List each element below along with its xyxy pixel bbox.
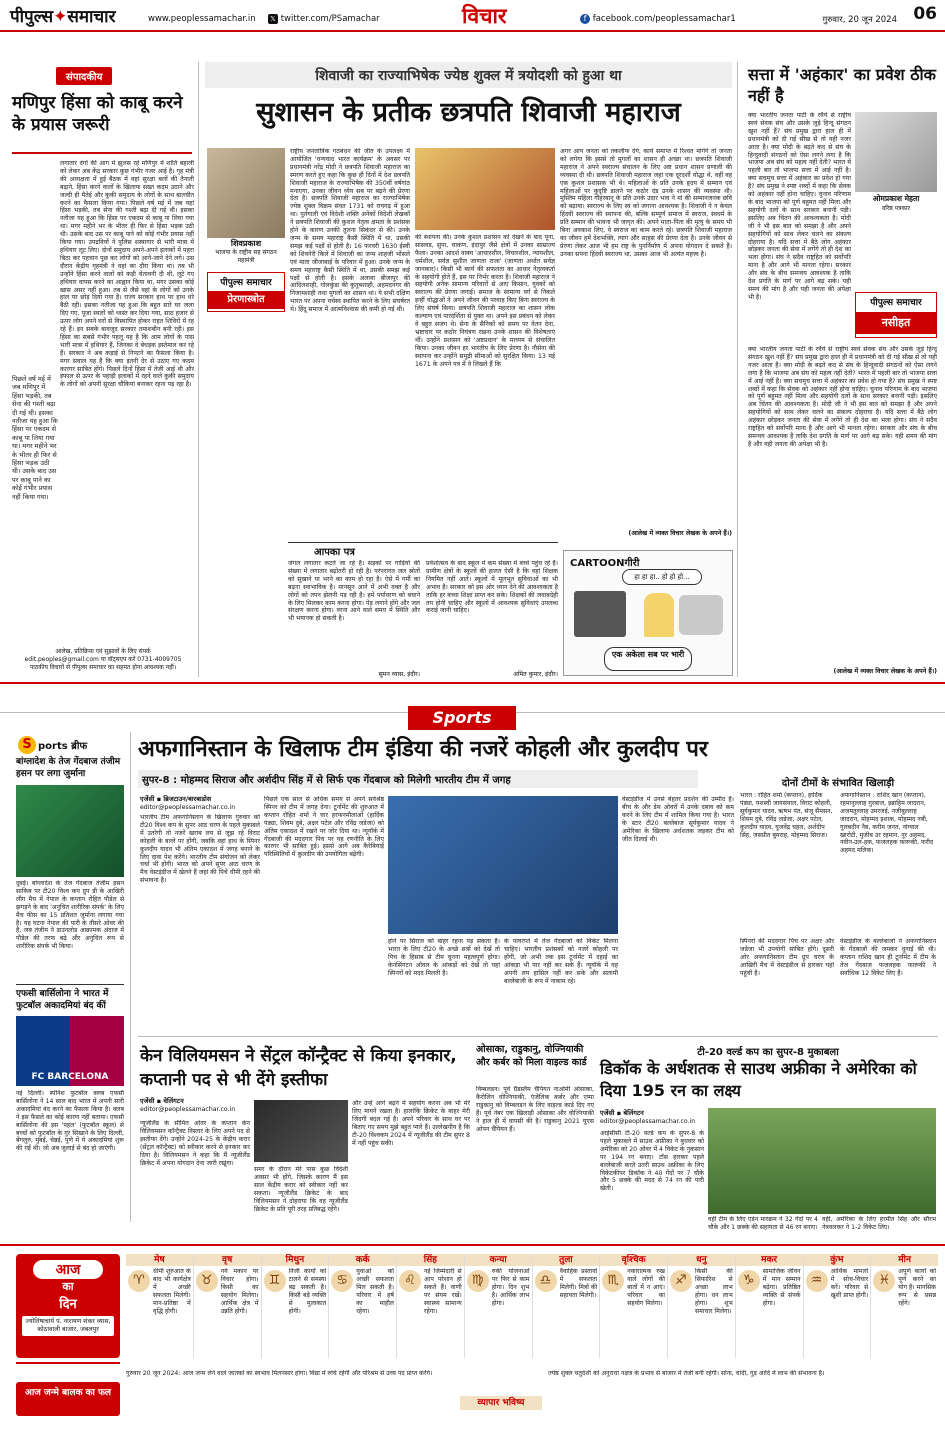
cartoon-box (563, 550, 733, 676)
sports-main-col-3: होने पर सिराज को बाहर रहना पड़ सकता है। भारत के लिए टी20 के अच्छे सत्रों को देखें तो पिच के हिसाब से टीम चुनना महत्वपूर्ण होगा। केनसिंगटन ओवल के आंकड़ों को देखें तो यहां स्पिनरों को मदद मिलती है। (388, 938, 500, 977)
letter-1: जंगल लगातार कटते जा रहे हैं। सड़कों पर गाड़ियों की संख्या में लगातार बढ़ोतरी हो रही है। परंपरागत जल स्रोतों को सुखाने या भरने का काम हो रहा है। ऐसे में गर्मी का बढ़ना स्वाभाविक है। मानसून आने में अभी वक्त है और लोगों को तपन झेलनी पड़ रही है। हमें पर्यावरण को बचाने के लिए मिलकर काम करना होगा। पेड़ लगाने होंगे और जल संरक्षण करना होगा। वरना आने वाले समय में स्थिति और भी भयानक हो सकती है। (288, 560, 420, 623)
editorial-rule (12, 152, 192, 154)
zodiac-name: सिंह (397, 1254, 464, 1266)
cartoon-speech-bubble: हा हा हा.. हो हो हो... (622, 569, 702, 585)
section-title: विचार (462, 4, 507, 28)
zodiac-strip (126, 1254, 938, 1358)
kane-col-1: न्यूजीलैंड के सीमित ओवर के कप्तान केन विलियमसन कॉन्ट्रैक्ट विस्तार के लिए अपने पद से इस्तीफा देंगे। उन्होंने 2024-25 के केंद्रीय करार (सेंट्रल कॉन्ट्रैक्ट) को स्वीकार करने से इनकार कर दिया है। विलियमसन ने कहा कि मैं न्यूजीलैंड क्रिकेट में अपना योगदान देना जारी रखूंगा। (140, 1120, 250, 1167)
masthead-logo[interactable]: पीपुल्स✦समाचार (10, 7, 116, 27)
zodiac-text: युवाओं को अच्छी सफलता मिल सकती है। परिवार में हर्ष का माहौल रहेगा। (356, 1268, 394, 1315)
zodiac-mithun (262, 1254, 330, 1358)
zodiac-text: रुकी योजनाओं पर फिर से काम होगा। दिन शुभ है। आर्थिक लाभ होगा। (491, 1268, 530, 1307)
dk-photo (708, 1108, 936, 1214)
cartoon-title: CARTOONगीरी (570, 558, 640, 569)
kohli-kuldeep-photo (388, 796, 618, 934)
leo-icon: ♌ (399, 1270, 421, 1292)
right-column-tag-logo: पीपुल्स समाचार (870, 298, 922, 308)
dk-byline: एजेंसी ▪ बेलिंगटन (600, 1109, 644, 1117)
dk-body-3: वहीं, अमेरिका के लिए हरमीत सिंह और सौरभ नेत्रवलकर ने 1-2 विकेट लिए। (822, 1216, 936, 1231)
page-number: 06 (913, 4, 937, 24)
zodiac-text: आर्थिक मामलों में सोच-विचार करें। परिवार से खुशी प्राप्त होगी। (830, 1268, 869, 1299)
sports-main-headline: अफगानिस्तान के खिलाफ टीम इंडिया की नजरें कोहली और कुलदीप पर (138, 737, 708, 762)
author-photo (207, 148, 285, 238)
aaj-ka-din-title-1: आज (33, 1260, 103, 1279)
sports-main-email[interactable]: editor@peoplessamachar.co.in (140, 804, 236, 811)
india-squad: भारत : रोहित शर्मा (कप्तान), हार्दिक पंड्या, यशस्वी जायसवाल, विराट कोहली, सूर्यकुमार यादव, ऋषभ पंत, संजू सैमसन, शिवम दुबे, रविंद्र जडेजा, अक्षर पटेल, कुलदीप यादव, युजवेंद्र चहल, अर्शदीप सिंह, जसप्रीत बुमराह, मोहम्मद सिराज। (740, 792, 833, 839)
sagittarius-icon: ♐ (670, 1270, 692, 1292)
page-header (0, 0, 945, 32)
website-link[interactable]: www.peoplessamachar.in (148, 14, 256, 24)
column-divider (198, 62, 199, 677)
zodiac-text: सामाजिक जीवन में मान सम्मान बढ़ेगा। प्रतिष्ठित व्यक्ति से संपर्क होगा। (762, 1268, 801, 1307)
column-divider (130, 732, 131, 1222)
zodiac-text: निजी कार्यों को टालने से समस्या बढ़ सकती है। किसी बड़े व्यक्ति से मुलाकात होगी। (288, 1268, 327, 1315)
author-title: भाजपा के राष्ट्रीय सह संगठन महामंत्री (215, 249, 277, 264)
issue-date: गुरुवार, 20 जून 2024 (822, 15, 897, 25)
brief-2-body: नई दिल्ली। स्पेनिश फुटबॉल क्लब एफसी बार्सिलोना ने 14 साल बाद भारत में अपनी सारी अकादमियां बंद करने का फैसला किया है। क्लब ने इस फैसले का कोई कारण नहीं बताया। एफसी बार्सिलोना की इस 'पहल' (फुटबॉल स्कूल) से बच्चों को फुटबॉल के गुर सिखाने के लिए दिल्ली, बेंगलुरु, मुंबई, चेन्नई, पुणे में ये अकादमियां शुरू की गईं थी। जो अब जुलाई से बंद हो जाएंगी। (16, 1090, 124, 1153)
taurus-icon: ♉ (196, 1270, 218, 1292)
zodiac-name: वृश्चिक (600, 1254, 667, 1266)
aquarius-icon: ♒ (806, 1270, 828, 1292)
kane-headline: केन विलियमसन ने सेंट्रल कॉन्ट्रैक्ट से किया इनकार, कप्तानी पद से भी देंगे इस्तीफा (140, 1046, 457, 1090)
article-kicker: शिवाजी का राज्याभिषेक ज्येष्ठ शुक्ल में त्रयोदशी को हुआ था (315, 68, 622, 84)
letters-title: आपका पत्र (310, 544, 359, 558)
tanzim-photo (16, 785, 124, 877)
right-author-name: ओमप्रकाश मेहता (872, 194, 920, 203)
brief-2-headline: एफसी बार्सिलोना ने भारत में फुटबॉल अकादमियां बंद कीं (16, 989, 109, 1011)
zodiac-text: धीमी शुरुआत के बाद भी कार्यक्षेत्र में अच्छी सफलता मिलेगी। मान-प्रतिष्ठा में वृद्धि होगी। (153, 1268, 191, 1315)
scorpio-icon: ♏ (602, 1270, 624, 1292)
horoscope-rule (0, 1244, 945, 1246)
editorial-headline: मणिपुर हिंसा को काबू करने के प्रयास जरूरी (12, 93, 183, 135)
zodiac-text: नये मकान पर विचार होगा। किसी का सहयोग मिलेगा। आर्थिक क्षेत्र में उन्नति होगी। (220, 1268, 259, 1315)
article-col-1: राष्ट्रीय जनतांत्रिक गठबंधन की जीत के उपलक्ष्य में आयोजित 'धन्यवाद भारत कार्यक्रम' के अवसर पर प्रधानमंत्री नरेंद्र मोदी ने छत्रपति शिवाजी महाराज का स्मरण करते हुए कहा कि कुछ ही दिनों में देश छत्रपति शिवाजी महाराज के राज्याभिषेक की 350वीं वर्षगांठ मनाएगा, उनका जीवन ध्येय सब पर बढ़ने की प्रेरणा देता है। छत्रपति शिवाजी महाराज का राज्याभिषेक ज्येष्ठ शुक्ल विक्रम संवत 1731 को रायगढ़ में हुआ था। पुर्तगाली एवं विदेशी शक्ति अनेकों विदेशी लेखकों ने छत्रपति शिवाजी की कुशल नेतृत्व क्षमता के प्रशंसक होने के कारण उनकी तुलना सिकंदर से की। उनके जन्म के समय महाराष्ट्र कैसी स्थिति में था, उसकी समझ कई पक्षों से होती है। 16 फरवरी 1630 ईस्वी को शिवनेरी किले में शिवाजी का जन्म शाहजी भोंसले एवं माता जीजाबाई के परिवार में हुआ। उनके जन्म के समय महाराष्ट्र कैसी स्थिति में था, उसकी समझ कई पक्षों से होती है। इसके अलावा बीजापुर की आदिलशाही, गोलकुंडा की कुतुबशाही, अहमदनगर की निजामशाही तथा मुगलों का शासन था। ये सभी दक्षिण भारत पर अपना वर्चस्व स्थापित करने के लिए संघर्षरत थे। हिंदू समाज में आत्मविश्वास की कमी हो गई थी। (290, 148, 410, 314)
cartoon-sofa (679, 595, 723, 635)
pisces-icon: ♓ (873, 1270, 895, 1292)
child-rule (16, 1362, 120, 1364)
right-author-title: वरिष्ठ पत्रकार (881, 205, 911, 212)
kane-col-3: और उन्हें आगे बढ़ने में सहयोग करना अब भी मेरे लिए मायने रखता है। हालांकि क्रिकेट के बाहर मेरी जिंदगी बदल गई है। अपने परिवार के साथ घर पर बिताए गए समय मुझे बहुत प्यारे हैं। उल्लेखनीय है कि टी-20 विश्वकप 2024 में न्यूजीलैंड की टीम सुपर 8 में नहीं पहुंच सकी। (352, 1100, 470, 1147)
article-col-2: की स्थापना की। उनके कुशल प्रशासन को देखने के बाद पूना, सासवड, सुपा, चाकण, इंदापुर जैसे क्षेत्रों में उनका साम्राज्य फैला। उनका आदर्श वाक्य 'आचारशील, विचारशील, न्यायशील, धर्मशील, सर्वज्ञ सुशील जाणता राजा' (जाणता अर्थात सर्वज्ञ जानकार)। किसी भी कार्य की सफलता का आधार नेतृत्वकर्ता के सहयोगी होते हैं, इस पर निर्भर करता है। शिवाजी महाराज ने सहयोगी अनेक सामान्य परिवारों से आए किसान, युवकों को स्वराज्य की प्रेरणा जगाई। समाज के सामान्य वर्ग से निकले इन्हीं योद्धाओं ने अपने जीवन की परवाह किए बिना स्वराज्य के लिए संघर्ष किया। छत्रपति शिवाजी महाराज का शासन लोक कल्याण एवं पारदर्शिता से युक्त था। अपने इस प्रबंधन को लेकर वे बहुत सजग थे। सेना के सैनिकों को समय पर वेतन देना, भ्रष्टाचार पर कठोर नियंत्रण रखना उनके शासन की विशेषताएं थीं। उन्होंने प्रशासन को 'अष्टप्रधान' के माध्यम से संचालित किया। उनका जीवन हर भारतीय के लिए प्रेरणा है। नौसेना की स्थापना कर उन्होंने समुद्री सीमाओं को सुरक्षित किया। 13 मई 1671 के अपने पत्र में वे लिखते हैं कि (415, 234, 555, 368)
editorial-tag: संपादकीय (56, 67, 112, 85)
cartoon-figure (644, 593, 674, 637)
virgo-icon: ♍ (467, 1270, 489, 1292)
kane-col-2: समर के दौरान मेरे पास कुछ विदेशी अवसर भी होंगे, जिसके कारण मैं इस साल केंद्रीय करार को स्वीकार नहीं कर सकता। न्यूजीलैंड क्रिकेट के बाद विलियमसन ने दोहराया कि वह न्यूजीलैंड क्रिकेट के प्रति पूरी तरह प्रतिबद्ध रहेंगे। (254, 1166, 348, 1213)
kane-byline: एजेंसी ▪ वेलिंगटन (140, 1097, 184, 1105)
sports-rule (0, 682, 945, 684)
zodiac-text: नई जिम्मेदारी से आप परेशान हो सकते हैं। वाणी पर संयम रखें। स्वास्थ्य सामान्य रहेगा। (424, 1268, 462, 1315)
dk-body-2: वहीं टीम के लिए एडेन मारक्रम ने 32 गेंदों पर 4 चौके और 1 छक्के की सहायता से 46 रन बनाए। (708, 1216, 818, 1231)
sports-banner: Sports (408, 706, 516, 730)
sports-main-sub: सुपर-8 : मोहम्मद सिराज और अर्शदीप सिंह में से सिर्फ एक गेंदबाज को मिलेगी भारतीय टीम में जगह (142, 775, 511, 786)
twitter-icon: 𝕏 (268, 14, 278, 24)
cartoon-caption: एक अकेला सब पर भारी (604, 647, 692, 671)
fcb-label: FC BARCELONA (31, 1072, 109, 1082)
editorial-side-quote: पिछले वर्ष मई में जब मणिपुर में हिंसा भड़की, तब सेना की गश्ती बढ़ा दी गई थी। इसका नतीजा यह हुआ कि हिंसा पर एकदम से काबू पा लिया गया था। मगर महीने भर के भीतर ही फिर से हिंसा भड़क उठी थी। उसके बाद उस पर काबू पाने का कोई गंभीर प्रयास नहीं किया गया। (12, 375, 58, 501)
right-column-tag-box (855, 292, 937, 338)
facebook-icon: f (580, 14, 590, 24)
osaka-headline: ओसाका, राडुकानु, वोज्नियाकी और कर्बर को मिला वाइल्ड कार्ड (476, 1044, 587, 1068)
zodiac-name: कन्या (465, 1254, 532, 1266)
zodiac-kanya (465, 1254, 533, 1358)
zodiac-makar (736, 1254, 804, 1358)
right-body-narrow: क्या भारतीय जनता पार्टी के रवैये से राष्ट्रीय स्वयं सेवक संघ और उसके जुड़े हिन्दू संगठन खुश नहीं हैं? संघ प्रमुख द्वारा हाल ही में प्रधानमंत्री को दी गई सीख से तो यही नजर आता है। क्या मोदी के बढ़ते कद से संघ के हिन्दुवादी संगठनों को ऐसा लगने लगा है कि भाजपा अब संघ को महत्व नहीं देती? भारत में पहली बार तो भाजपा सत्ता में आई नहीं है। क्या सचमुच सत्ता में अहंकार का प्रवेश हो गया है? संघ प्रमुख ने स्पष्ट शब्दों में कहा कि सेवक को अहंकार नहीं होना चाहिए। चुनाव परिणाम के बाद भाजपा को पूर्ण बहुमत नहीं मिला और सहयोगी दलों के साथ सरकार बनानी पड़ी। इसलिए अब चिंतन की आवश्यकता है। मोदी जी ने भी इस बात को समझा है और अपने सहयोगियों को साथ लेकर चलने का संकल्प दोहराया है। यदि सत्ता में बैठे लोग अहंकार छोड़कर जनता की सेवा में लगेंगे तो ही देश का भला होगा। संघ ने सदैव राष्ट्रहित को सर्वोपरि माना है और आगे भी मानता रहेगा। सरकार और संघ के बीच समन्वय आवश्यक है ताकि देश प्रगति के मार्ग पर आगे बढ़ सके। यही समय की मांग है और यही जनता की अपेक्षा भी है। (748, 112, 851, 301)
sports-rule (138, 1036, 938, 1037)
column-tag-logo: पीपुल्स समाचार (220, 278, 272, 288)
zodiac-name: मकर (736, 1254, 803, 1266)
kane-email[interactable]: editor@peoplessamachar.co.in (140, 1106, 236, 1113)
zodiac-kark (329, 1254, 397, 1358)
sports-main-col-6: स्पिनरों की मददगार पिच पर अक्षर और जडेजा भी उपयोगी साबित होंगे। दूसरी ओर अफगानिस्तान टीम ग्रुप चरण के आखिरी मैच में वेस्टइंडीज से हारकर यहां पहुंची है। (740, 938, 834, 977)
column-tag-box (207, 272, 285, 312)
zodiac-name: कर्क (329, 1254, 396, 1266)
editorial-footer (12, 648, 194, 672)
shivaji-portrait (415, 148, 555, 230)
zodiac-kumbh (804, 1254, 872, 1358)
right-body-wide: क्या भारतीय जनता पार्टी के रवैये से राष्ट्रीय स्वयं सेवक संघ और उसके जुड़े हिन्दू संगठन खुश नहीं हैं? संघ प्रमुख द्वारा हाल ही में प्रधानमंत्री को दी गई सीख से तो यही नजर आता है। क्या मोदी के बढ़ते कद से संघ के हिन्दुवादी संगठनों को ऐसा लगने लगा है कि भाजपा अब संघ को महत्व नहीं देती? भारत में पहली बार तो भाजपा सत्ता में आई नहीं है। क्या सचमुच सत्ता में अहंकार का प्रवेश हो गया है? संघ प्रमुख ने स्पष्ट शब्दों में कहा कि सेवक को अहंकार नहीं होना चाहिए। चुनाव परिणाम के बाद भाजपा को पूर्ण बहुमत नहीं मिला और सहयोगी दलों के साथ सरकार बनानी पड़ी। इसलिए अब चिंतन की आवश्यकता है। मोदी जी ने भी इस बात को समझा है और अपने सहयोगियों को साथ लेकर चलने का संकल्प दोहराया है। यदि सत्ता में बैठे लोग अहंकार छोड़कर जनता की सेवा में लगेंगे तो ही देश का भला होगा। संघ ने सदैव राष्ट्रहित को सर्वोपरि माना है और आगे भी मानता रहेगा। सरकार और संघ के बीच समन्वय आवश्यक है ताकि देश प्रगति के मार्ग पर आगे बढ़ सके। यही समय की मांग है और यही जनता की अपेक्षा भी है। (748, 346, 937, 448)
squads-title: दोनों टीमों के संभावित खिलाड़ी (781, 778, 895, 789)
letter-2-author: अमित कुमार, इंदौर। (513, 671, 558, 678)
column-divider (737, 62, 738, 677)
zodiac-text: नकारात्मक रुख वाले लोगों की बातों में न आएं। परिवार का सहयोग मिलेगा। (627, 1268, 665, 1307)
article-footnote: (आलेख में व्यक्त विचार लेखक के अपने हैं।) (628, 530, 732, 537)
child-tag: आज जन्मे बालक का फल (16, 1382, 120, 1416)
editorial-body: लगातार दंगों की आग में झुलस रहे मणिपुर में शांति बहाली को लेकर अब केंद्र सरकार कुछ गंभीर नजर आई है। गृह मंत्री की अध्यक्षता में हुई बैठक में वहां सुरक्षा बलों की तैनाती बढ़ाने, हिंसा करने वालों के खिलाफ सख्त कदम उठाने और जल्दी ही मैतेई और कुकी समुदाय के लोगों के साथ बातचीत करने का फैसला किया गया। पिछले वर्ष मई में जब वहां हिंसा भड़की, तब सेना की गश्ती बढ़ा दी गई थी। इसका नतीजा यह हुआ कि हिंसा पर एकदम से काबू पा लिया गया था। मगर महीने भर के भीतर ही फिर से हिंसा भड़क उठी थी। उसके बाद उस पर काबू पाने को कोई गंभीर प्रयास नहीं किया गया। उपद्रवियों ने पुलिस शस्त्रागार से भारी मात्रा में हथियार लूट लिए। दोनों समुदाय अपने-अपने इलाकों में पहरा बिठा कर पहचान पूछ कर लोगों को आने-जाने देने लगे। उस दौरान केंद्रीय गृहमंत्री ने वहां का दौरा किया था। तब भी उन्होंने हिंसा करने वालों को कड़ी चेतावनी दी थी, लूटे गए हथियार वापस करने का आह्वान किया था, मगर उसका कोई खास असर नहीं हुआ। तब से जैसे वहां के लोगों को उनके हाल पर छोड़ दिया गया है। राज्य सरकार हाथ पर हाथ धरे बैठी रही। इसका नतीजा यह हुआ कि बहुत सारे घर जला दिए गए, पूजा स्थलों को ध्वस्त कर दिया गया, साठ हजार से ऊपर लोग अपने घरों से विस्थापित होकर राहत शिविरों में रह रहे हैं। इन सबके बावजूद सरकार तमाशबीन बनी रही। इस हिंसा का सबसे गंभीर पहलू यह है कि आम लोगों के पास भारी मात्रा में हथियार हैं, जिनका वे बेधड़क इस्तेमाल कर रहे हैं। सरकार ने अब कड़ाई से निपटने का फैसला किया है। मगर सवाल यह है कि क्या इतनी देर से उठाए गए कदम कारगर साबित होंगे। पिछले दिनों हिंसा में तेजी आई थी और इंफाल से ऊपर के पहाड़ी इलाकों में रहने वाले कुकी समुदाय के लोगों को अपनी सुरक्षा चौकियां बनाकर रहना पड़ रहा है। (60, 160, 194, 389)
zodiac-name: मिथुन (262, 1254, 329, 1266)
letter-2: प्रवेशोत्सव के बाद स्कूल में कम संख्या में बच्चे पहुंच रहे हैं। ग्रामीण क्षेत्रों के स्कूलों की हालत ऐसी है कि वहां शिक्षक नियमित नहीं आते। स्कूलों में मूलभूत सुविधाओं का भी अभाव है। सरकार को इस ओर ध्यान देने की आवश्यकता है ताकि हर बच्चा शिक्षा प्राप्त कर सके। शिक्षकों की जवाबदेही तय होनी चाहिए और स्कूलों में आवश्यक सुविधाएं उपलब्ध कराई जानी चाहिए। (426, 560, 558, 615)
footer-line: आलेख, प्रतिक्रिया एवं सुझावों के लिए संपर्क (55, 648, 151, 655)
facebook-link[interactable]: f facebook.com/peoplessamachar1 (580, 14, 736, 24)
dk-email[interactable]: editor@peoplessamachar.co.in (600, 1118, 696, 1125)
aaj-ka-din-title-3: दिन (59, 1297, 77, 1312)
zodiac-mesh (126, 1254, 194, 1358)
zodiac-name: मेष (126, 1254, 193, 1266)
sports-main-col-2: पिछले एक साल से अधिक समय से अपने सर्वश्रेष्ठ स्पिनर को टीम में जगह देना। टूर्नामेंट की शुरुआत में कप्तान रोहित शर्मा ने चार हरफनमौलाओं (हार्दिक पंड्या, शिवम दुबे, अक्षर पटेल और रविंद्र जडेजा) को अंतिम एकादश में रखने पर जोर दिया था। न्यूयॉर्क में गेंदबाजी की मददगार पिच पर यह रणनीति के लिए कारगर भी साबित हुई। इससे आगे अब कैरेबियाई परिस्थितियों में कुलदीप की उपयोगिता बढ़ेगी। (264, 796, 384, 859)
zodiac-text: अपूर्ण कार्यों को पूर्ण करने का योग है। मानसिक रूप से प्रसन्न रहेंगे। (898, 1268, 936, 1307)
zodiac-tula (533, 1254, 601, 1358)
astrologer-credit: ज्योतिषाचार्य पं. नारायण शंकर व्यास, कोठावाली बाजार, जबलपुर (22, 1316, 114, 1336)
zodiac-vrishchik (600, 1254, 668, 1358)
capricorn-icon: ♑ (738, 1270, 760, 1292)
zodiac-meen (871, 1254, 938, 1358)
right-column-tag: नसीहत (856, 312, 936, 334)
cartoon-tv (574, 591, 626, 637)
gemini-icon: ♊ (264, 1270, 286, 1292)
cancer-icon: ♋ (331, 1270, 353, 1292)
brief-1-headline: बांग्लादेश के तेज गेंदबाज तंजीम हसन पर लगा जुर्माना (16, 757, 121, 779)
zodiac-text: वैवाहिक प्रस्तावों में सफलता मिलेगी। मित्रों की सहायता मिलेगी। (559, 1268, 598, 1299)
aaj-ka-din-title-2: का (62, 1280, 74, 1293)
fcb-image (16, 1016, 124, 1086)
letter-1-author: सुमन व्यास, इंदौर। (378, 671, 420, 678)
twitter-link[interactable]: 𝕏 twitter.com/PSamachar (268, 14, 380, 24)
trade-tag: व्यापार भविष्य (460, 1396, 542, 1410)
brief-rule (16, 984, 124, 985)
zodiac-name: वृष (194, 1254, 261, 1266)
osaka-body: विम्बलडन। पूर्व ग्रैंडस्लैम चैंपियन नाओमी ओसाका, कैरोलिन वोज्नियाकी, एंजेलिक कर्बर और एम्मा राडुकानु को विम्बलडन के लिए वाइल्ड कार्ड दिए गए हैं। पूर्व नंबर एक खिलाड़ी ओसाका और वोज्नियाकी ने हाल ही में वापसी की है। राडुकानु 2021 यूएस ओपन चैंपियन हैं। (476, 1086, 594, 1133)
t20-kicker: टी-20 वर्ल्ड कप का सुपर-8 मुकाबला (697, 1047, 839, 1058)
footer-contact[interactable]: edit.peoples@gmail.com या वॉट्सएप करें 0731-4009705 (24, 656, 182, 663)
sports-main-byline: एजेंसी ▪ ब्रिजटाउन/बारबाडोस (140, 795, 212, 803)
right-footnote: (आलेख में व्यक्त विचार लेखक के अपने हैं।) (833, 668, 937, 675)
right-author-photo (855, 112, 937, 192)
sports-brief-tag: ports ब्रीफ (38, 741, 88, 752)
trade-body: ज्येष्ठ शुक्ल चतुर्दशी को अनुराधा नक्षत्र के प्रभाव से बाजार में तेजी बनी रहेगी। सोना, चांदी, गुड़ आदि में लाभ की संभावना है। (548, 1370, 825, 1377)
article-col-3: अगर आप जनता को तकलीफ देंगे, कार्य समाप्त में रिश्वत मांगेंगे तो जनता को लगेगा कि इससे तो मुगलों का शासन ही अच्छा था। छत्रपति शिवाजी महाराज ने अपने स्वराज्य संचालन के लिए अष्ट प्रधान शासन प्रणाली की व्यवस्था दी थी। छत्रपति शिवाजी महाराज जहां एक दूरदर्शी योद्धा थे, वहीं वह एक कुशल प्रशासक भी थे। महिलाओं के प्रति उनके हृदय में सम्मान एवं महिलाओं पर कुदृष्टि डालने पर कठोर दंड उनके शासन की व्यवस्था थी। मुस्लिम महिला गौहरबानू के प्रति उनके उदार भाव ने मां की सम्मानजनक छवि को बढ़ाया। स्वराज्य के लिए स्व को जगाना आवश्यक है। शिवाजी ने न केवल हिंदवी स्वराज्य की स्थापना की, बल्कि सम्पूर्ण समाज में स्वराज, स्वधर्म के प्रति सम्मान की भावना भी जागृत की। अपने माता-पिता की मृत्यु के समय भी बिना अवकाश लिए, वे स्वराज का काम करते रहे। छत्रपति शिवाजी महाराज का जीवन हमें देशभक्ति, त्याग और साहस की प्रेरणा देता है। उनके जीवन से प्रेरणा लेकर आज भी हम राष्ट्र के पुनर्निर्माण में अपना योगदान दे सकते हैं। उनका सपना हिंदवी स्वराज्य था, उसका आज भी अत्यंत महत्त्व है। (560, 148, 732, 258)
footer-disclaimer: पाठकीय विचारों से पीपुल्स समाचार का सहमत होना आवश्यक नहीं। (29, 664, 177, 671)
aries-icon: ♈ (128, 1270, 150, 1292)
right-headline: सत्ता में 'अहंकार' का प्रवेश ठीक नहीं है (748, 65, 936, 105)
aaj-ka-din-box (16, 1254, 120, 1358)
dk-headline: डिकॉक के अर्धशतक से साउथ अफ्रीका ने अमेरिका को दिया 195 रन का लक्ष्य (600, 1059, 917, 1100)
sports-main-col-1: भारतीय टीम अफगानिस्तान के खिलाफ गुरुवार को टी20 विश्व कप के सुपर आठ चरण के पहले मुकाबले में उतरेगी तो नजरें खराब लय से जूझ रहे विराट कोहली के बल्ले पर होंगी, जबकि वहां हाथ के स्पिनर कुलदीप यादव भी अंतिम एकादश में जगह बनाने के लिए दावा पेश करेंगे। भारतीय टीम संयोजन को लेकर चर्चा भी होगी। भारत को अपने सुपर आठ चरण के मैच वेस्टइंडीज में खेलने हैं जहां की पिचें धीमी रहने की संभावना है। (140, 814, 260, 885)
child-body: गुरुवार 20 जून 2024: आज जन्म लेने वाले जातकों का स्वभाव मिलनसार होगा। विद्या में रुचि रहेगी और परिश्रम से उच्च पद प्राप्त करेंगे। (126, 1370, 433, 1377)
column-tag: प्रेरणास्त्रोत (208, 291, 284, 309)
article-headline: सुशासन के प्रतीक छत्रपति शिवाजी महाराज (256, 97, 681, 128)
libra-icon: ♎ (535, 1270, 557, 1292)
kane-photo (254, 1100, 348, 1162)
zodiac-name: तुला (533, 1254, 600, 1266)
zodiac-singh (397, 1254, 465, 1358)
sports-brief-s-icon: S (18, 736, 36, 754)
zodiac-vrish (194, 1254, 262, 1358)
sports-main-col-4: के पावरप्ले में तेज गेंदबाजों को विकेट मिलना चाहिए। भारतीय प्रशंसकों को नजरें कोहली पर होंगी, जो अभी तक इस टूर्नामेंट में दहाई का आंकड़ा भी पार नहीं कर सके हैं। न्यूयॉर्क में वह अपनी लय हासिल नहीं कर सके और सलामी बल्लेबाजी के रूप में नाकाम रहे। (504, 938, 618, 985)
sports-main-col-7: वेस्टइंडीज के बल्लेबाजों ने अफगानिस्तान के गेंदबाजों की जमकर धुनाई की थी। कप्तान राशिद खान ही टूर्नामेंट में टीम के तेज गेंदबाज फजलहक फारूकी ने सर्वाधिक 12 विकेट लिए हैं। (840, 938, 936, 977)
brief-1-body: दुबई। बांग्लादेश के तेज गेंदबाज तंजीम हसन साकिब पर टी20 विश्व कप ग्रुप डी के आखिरी लीग मैच में नेपाल के कप्तान रोहित पौडेल से झगड़ने के बाद 'अनुचित शारीरिक संपर्क' के लिए मैच फीस का 15 प्रतिशत जुर्माना लगाया गया है। यह घटना नेपाल की पारी के तीसरे ओवर की है, जब तंजीम ने डाउनलोड आक्रामक अंदाज में पौडेल की तरफ बढ़े और अनुचित रूप से शारीरिक संपर्क भी किया। (16, 880, 124, 951)
author-name: शिवप्रकाश (230, 239, 262, 248)
zodiac-name: कुंभ (804, 1254, 871, 1266)
zodiac-dhanu (668, 1254, 736, 1358)
zodiac-name: धनु (668, 1254, 735, 1266)
sports-main-col-5: वेस्टइंडीज में उनसे बेहतर प्रदर्शन की उम्मीद है। बीच के और डेथ ओवरों में उनके दबाव को कम करने के लिए टीम में शामिल किया गया है। भारत के स्टार टी20 बल्लेबाज सूर्यकुमार यादव ने अमेरिका के खिलाफ अर्धशतक जड़कर टीम को जीत दिलाई थी। (622, 796, 734, 843)
dk-body: आईसीसी टी-20 वर्ल्ड कप के सुपर-8 के पहले मुकाबले में साउथ अफ्रीका ने बुधवार को अमेरिका को 20 ओवर में 4 विकेट के नुकसान पर 194 रन बनाए। टॉस हारकर पहले बल्लेबाजी करते उतरी साउथ अफ्रीका के लिए विकेटकीपर डिकॉक ने 40 गेंदों पर 7 चौके और 5 छक्के की मदद से 74 रन की पारी खेली। (600, 1130, 704, 1193)
zodiac-text: किसी की सिफारिश से अच्छा लाभ होगा। धन लाभ होगा। शुभ समाचार मिलेगा। (695, 1268, 733, 1315)
afghanistan-squad: अफगानिस्तान : राशिद खान (कप्तान), रहमानुल्लाह गुरबाज, इब्राहिम जादरान, अजमतुल्लाह उमरजई, नजीबुल्लाह जादरान, मोहम्मद इशाक, मोहम्मद नबी, गुलबदीन नैब, करीम जनत, नांग्याल खारोटी, मुजीब उर रहमान, नूर अहमद, नवीन-उल-हक, फजलहक फारूकी, फरीद अहमद मलिक। (840, 792, 934, 855)
letters-rule (288, 542, 558, 543)
zodiac-name: मीन (871, 1254, 938, 1266)
